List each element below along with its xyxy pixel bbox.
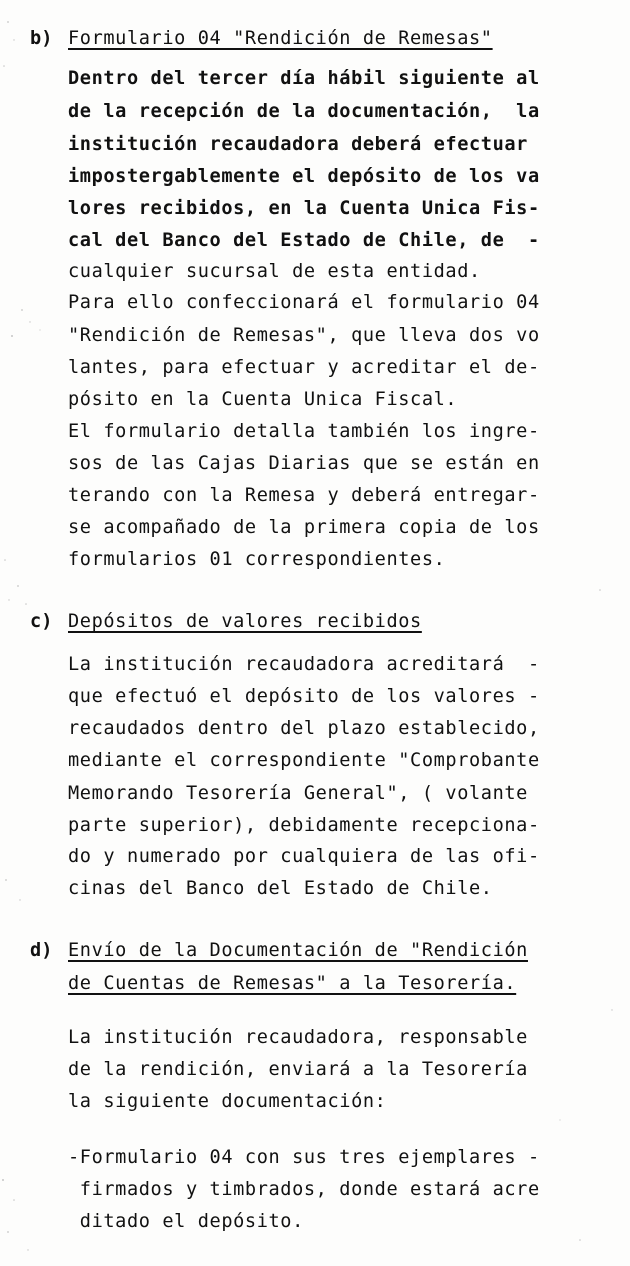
paragraph-line: la siguiente documentación:: [68, 1091, 387, 1112]
paragraph-line: El formulario detalla también los ingre-: [68, 421, 540, 442]
paragraph-line: se acompañado de la primera copia de los: [68, 517, 540, 538]
section-heading: Depósitos de valores recibidos: [68, 611, 422, 632]
paragraph-line: lores recibidos, en la Cuenta Unica Fis-: [68, 198, 540, 219]
paragraph-line: de la recepción de la documentación, la: [68, 101, 540, 122]
paragraph-line: Memorando Tesorería General", ( volante: [68, 783, 528, 804]
paragraph-line: parte superior), debidamente recepciona-: [68, 815, 540, 836]
paragraph-line: "Rendición de Remesas", que lleva dos vo: [68, 325, 540, 346]
paragraph-line: impostergablemente el depósito de los va: [68, 166, 540, 187]
list-item-line: ditado el depósito.: [68, 1211, 304, 1232]
paragraph-line: Para ello confeccionará el formulario 04: [68, 292, 540, 313]
paragraph-line: pósito en la Cuenta Unica Fiscal.: [68, 389, 458, 410]
section-marker: d): [30, 940, 53, 961]
paragraph-line: sos de las Cajas Diarias que se están en: [68, 453, 540, 474]
list-item-line: -Formulario 04 con sus tres ejemplares -: [68, 1147, 540, 1168]
section-heading: Envío de la Documentación de "Rendición: [68, 940, 528, 961]
paragraph-line: do y numerado por cualquiera de las ofi-: [68, 846, 540, 867]
section-heading: de Cuentas de Remesas" a la Tesorería.: [68, 973, 517, 994]
paragraph-line: La institución recaudadora acreditará -: [68, 654, 540, 675]
paragraph-line: cal del Banco del Estado de Chile, de -: [68, 230, 540, 251]
paragraph-line: formularios 01 correspondientes.: [68, 549, 446, 570]
paragraph-line: Dentro del tercer día hábil siguiente al: [68, 68, 540, 89]
paragraph-line: cualquier sucursal de esta entidad.: [68, 261, 481, 282]
paragraph-line: institución recaudadora deberá efectuar: [68, 134, 528, 155]
paragraph-line: La institución recaudadora, responsable: [68, 1027, 528, 1048]
section-heading: Formulario 04 "Rendición de Remesas": [68, 28, 493, 49]
paragraph-line: mediante el correspondiente "Comprobante: [68, 750, 540, 771]
section-marker: b): [30, 28, 53, 49]
paragraph-line: cinas del Banco del Estado de Chile.: [68, 878, 493, 899]
paragraph-line: recaudados dentro del plazo establecido,: [68, 718, 540, 739]
paragraph-line: terando con la Remesa y deberá entregar-: [68, 485, 540, 506]
paragraph-line: lantes, para efectuar y acreditar el de-: [68, 357, 540, 378]
list-item-line: firmados y timbrados, donde estará acre: [68, 1179, 540, 1200]
paragraph-line: de la rendición, enviará a la Tesorería: [68, 1059, 528, 1080]
paragraph-line: que efectuó el depósito de los valores -: [68, 686, 540, 707]
section-marker: c): [30, 611, 53, 632]
